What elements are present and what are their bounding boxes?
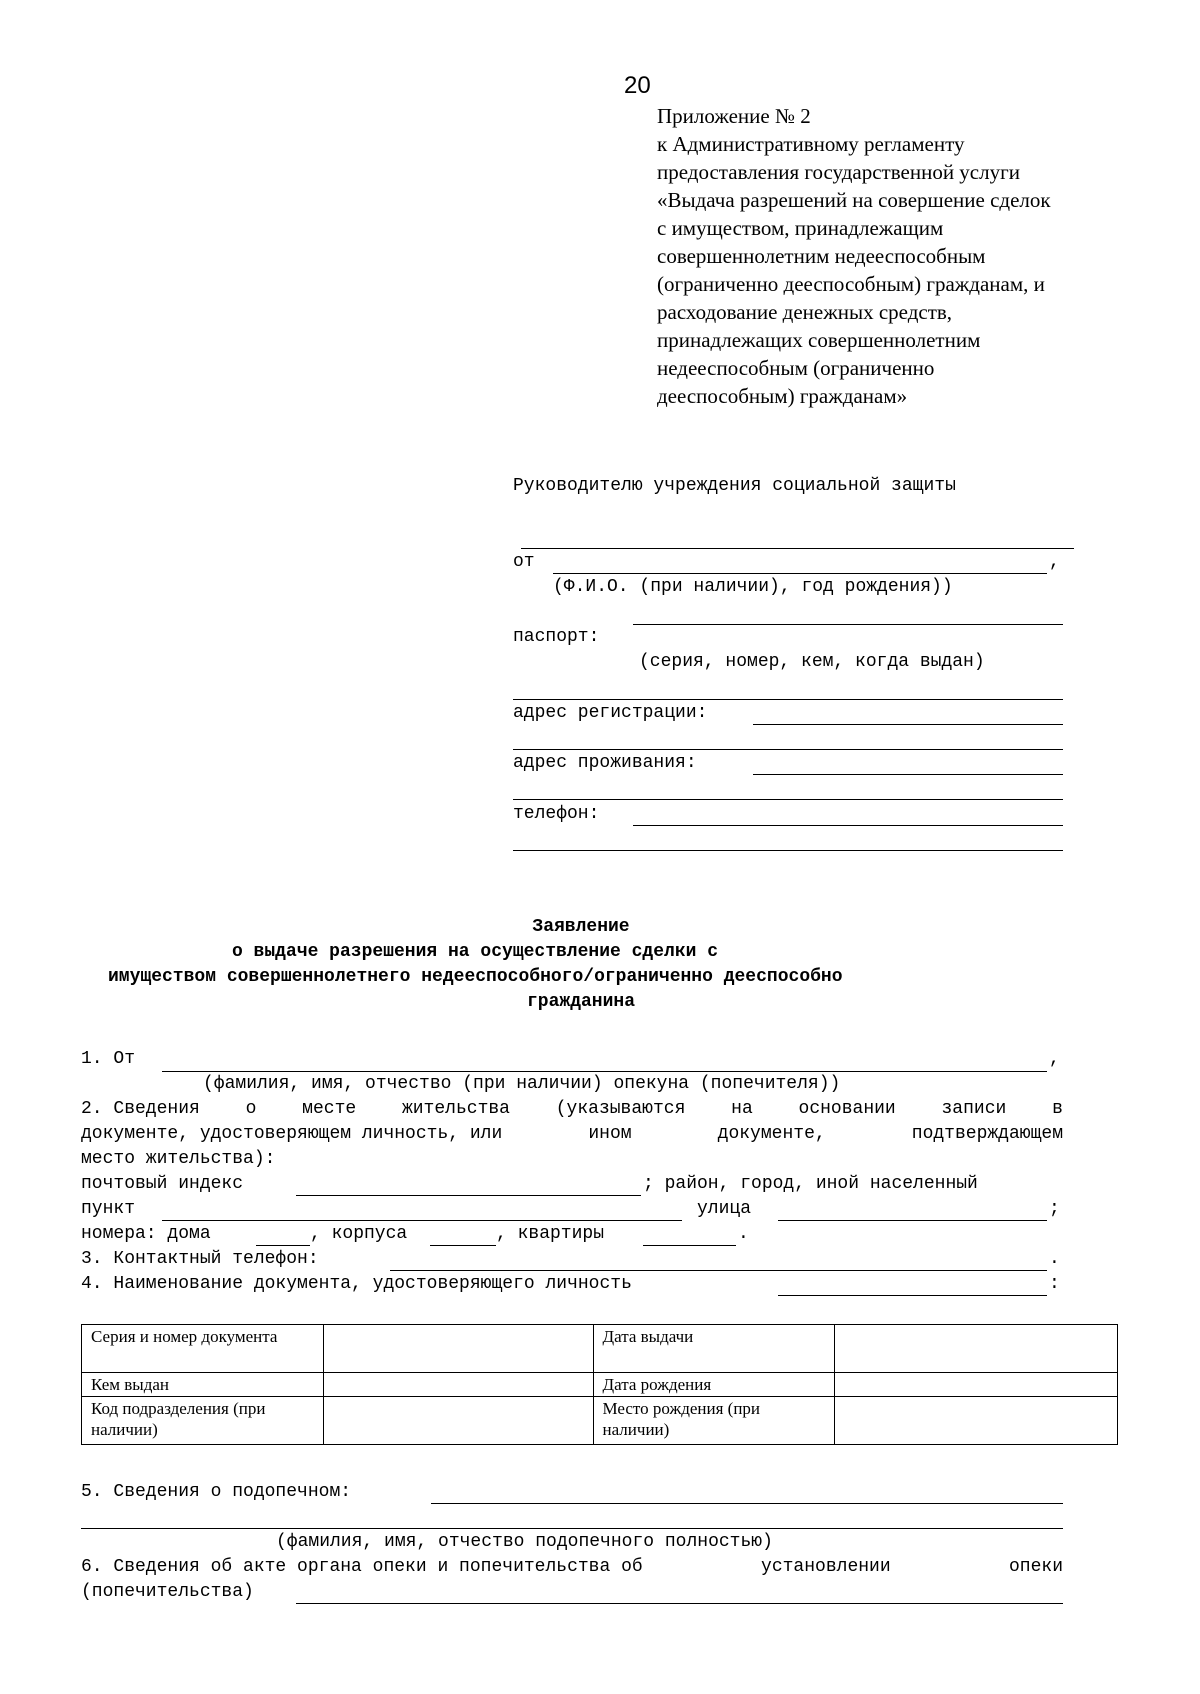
page-number: 20 — [624, 72, 651, 99]
p2-word: 2. Сведения — [81, 1099, 200, 1119]
guardianship-act-field[interactable] — [296, 1603, 1063, 1604]
appendix-line: Приложение № 2 — [657, 104, 811, 128]
p2-word: месте — [302, 1099, 357, 1119]
p2-line2 — [81, 1124, 1063, 1144]
appendix-line: к Административному регламенту — [657, 132, 965, 156]
reg-address-field[interactable] — [753, 724, 1063, 725]
numbers-label: номера: дома — [81, 1224, 211, 1244]
contact-phone-field[interactable] — [390, 1270, 1047, 1271]
p2-word: ином — [588, 1124, 632, 1144]
p2-word: (указываются — [555, 1099, 686, 1119]
p5-label: 5. Сведения о подопечном: — [81, 1482, 352, 1502]
phone-label: телефон: — [513, 804, 600, 824]
korpus-field[interactable] — [430, 1245, 496, 1246]
p2-line1 — [81, 1099, 1063, 1119]
table-cell-input[interactable] — [323, 1325, 593, 1373]
passport-hint: (серия, номер, кем, когда выдан) — [639, 652, 985, 672]
locality-field[interactable] — [162, 1220, 682, 1221]
recipient-name-field[interactable] — [521, 548, 1074, 549]
from-hint: (Ф.И.О. (при наличии), год рождения)) — [553, 577, 953, 597]
numbers-period: . — [738, 1224, 749, 1244]
p3-end: . — [1049, 1249, 1060, 1269]
appendix-line: принадлежащих совершеннолетним — [657, 328, 981, 352]
appendix-header — [657, 102, 1157, 410]
p2-word: записи — [941, 1099, 1007, 1119]
appendix-line: (ограниченно дееспособным) гражданам, и — [657, 272, 1045, 296]
postal-label: почтовый индекс — [81, 1174, 244, 1194]
table-cell-input[interactable] — [835, 1373, 1118, 1397]
p2-word: жительства — [401, 1099, 510, 1119]
apartment-field[interactable] — [643, 1245, 736, 1246]
postal-after: ; район, город, иной населенный — [643, 1174, 978, 1194]
passport-field[interactable] — [633, 624, 1063, 625]
id-document-field[interactable] — [778, 1295, 1047, 1296]
ward-name-field-line2[interactable] — [81, 1528, 1063, 1529]
p4-end: : — [1049, 1274, 1060, 1294]
live-address-field-line2[interactable] — [513, 799, 1063, 800]
table-cell-label: Место рождения (при наличии) — [593, 1397, 835, 1445]
p6-line1 — [81, 1557, 1063, 1577]
reg-address-label: адрес регистрации: — [513, 703, 708, 723]
p2-word: о — [245, 1099, 257, 1119]
doc-title-line4: гражданина — [526, 992, 636, 1012]
p3-label: 3. Контактный телефон: — [81, 1249, 319, 1269]
p1-hint: (фамилия, имя, отчество (при наличии) опекуна (попечителя)) — [203, 1074, 841, 1094]
phone-field[interactable] — [633, 825, 1063, 826]
doc-title-line3: имуществом совершеннолетнего недееспособного/ограниченно дееспособно — [108, 967, 843, 987]
p6-line2: (попечительства) — [81, 1582, 254, 1602]
p6-word: установлении — [761, 1557, 891, 1577]
recipient-line: Руководителю учреждения социальной защиты — [513, 476, 956, 496]
guardian-name-field[interactable] — [162, 1071, 1047, 1072]
table-cell-label: Дата рождения — [593, 1373, 835, 1397]
p2-word: на — [731, 1099, 753, 1119]
from-label: от — [513, 552, 535, 572]
p2-word: документе, удостоверяющем личность, или — [81, 1124, 503, 1144]
appendix-line: с имуществом, принадлежащим — [657, 216, 944, 240]
table-cell-input[interactable] — [835, 1325, 1118, 1373]
p4-label: 4. Наименование документа, удостоверяющего личность — [81, 1274, 632, 1294]
doc-title-line2: о выдаче разрешения на осуществление сделки с — [231, 942, 719, 962]
table-cell-input[interactable] — [835, 1397, 1118, 1445]
table-cell-label: Серия и номер документа — [82, 1325, 324, 1373]
from-comma: , — [1049, 552, 1060, 572]
postal-code-field[interactable] — [296, 1195, 641, 1196]
street-field[interactable] — [778, 1220, 1047, 1221]
from-fio-field[interactable] — [553, 573, 1047, 574]
live-address-label: адрес проживания: — [513, 753, 697, 773]
house-field[interactable] — [256, 1245, 310, 1246]
appendix-line: дееспособным) гражданам» — [657, 384, 908, 408]
appendix-line: «Выдача разрешений на совершение сделок — [657, 188, 1051, 212]
appendix-line: расходование денежных средств, — [657, 300, 953, 324]
appendix-line: недееспособным (ограниченно — [657, 356, 935, 380]
table-row — [82, 1325, 1118, 1373]
passport-field-line2[interactable] — [513, 699, 1063, 700]
live-address-field[interactable] — [753, 774, 1063, 775]
p6-word: опеки — [1008, 1557, 1063, 1577]
p2-line3: место жительства): — [81, 1149, 276, 1169]
table-cell-label: Дата выдачи — [593, 1325, 835, 1373]
table-row — [82, 1373, 1118, 1397]
doc-title: Заявление — [532, 917, 630, 937]
table-cell-label: Кем выдан — [82, 1373, 324, 1397]
table-cell-label: Код подразделения (при наличии) — [82, 1397, 324, 1445]
ward-name-field[interactable] — [431, 1503, 1063, 1504]
street-semicolon: ; — [1049, 1199, 1060, 1219]
p2-word: документе, — [717, 1124, 826, 1144]
p2-word: подтверждающем — [911, 1124, 1063, 1144]
p6-word: 6. Сведения об акте органа опеки и попечительства об — [81, 1557, 643, 1577]
table-cell-input[interactable] — [323, 1397, 593, 1445]
korpus-label: , корпуса — [310, 1224, 408, 1244]
table-row — [82, 1397, 1118, 1445]
passport-label: паспорт: — [513, 627, 600, 647]
appendix-line: совершеннолетним недееспособным — [657, 244, 986, 268]
p1-comma: , — [1049, 1049, 1060, 1069]
reg-address-field-line2[interactable] — [513, 749, 1063, 750]
document-table — [81, 1324, 1118, 1445]
p5-hint: (фамилия, имя, отчество подопечного полностью) — [276, 1532, 773, 1552]
street-label: улица — [697, 1199, 752, 1219]
kvartira-label: , квартиры — [496, 1224, 605, 1244]
appendix-line: предоставления государственной услуги — [657, 160, 1020, 184]
p1-label: 1. От — [81, 1049, 136, 1069]
p2-word: в — [1052, 1099, 1063, 1119]
phone-field-line2[interactable] — [513, 850, 1063, 851]
punkt-label: пункт — [81, 1199, 136, 1219]
table-cell-input[interactable] — [323, 1373, 593, 1397]
p2-word: основании — [798, 1099, 896, 1119]
